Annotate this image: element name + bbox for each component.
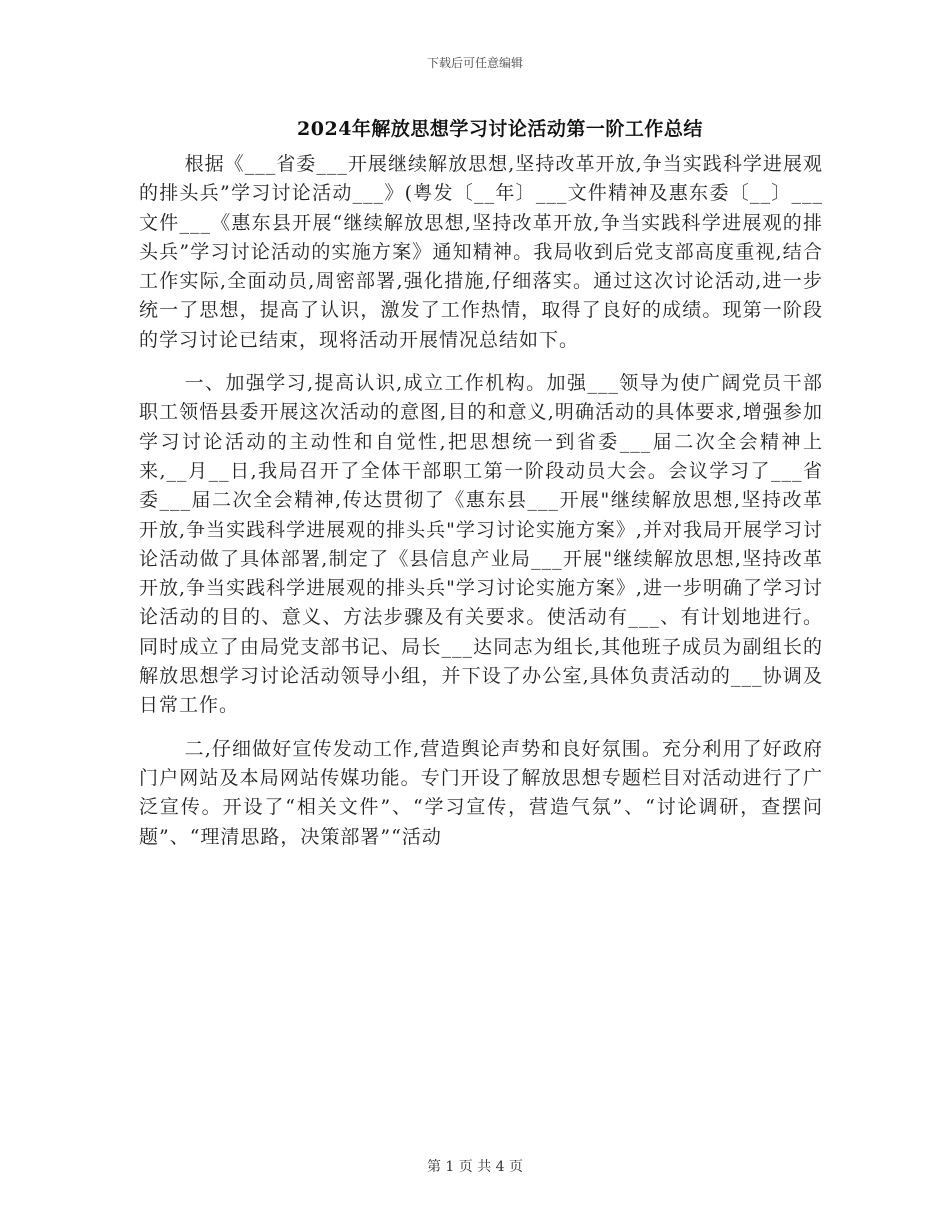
page-footer: 第 1 页 共 4 页 [426, 1159, 524, 1175]
page-header-note: 下载后可任意编辑 [426, 56, 523, 70]
paragraph-intro: 根据《___省委___开展继续解放思想,坚持改革开放,争当实践科学进展观的排头兵”学习讨论活动___》(粤发〔__年〕___文件精神及惠东委〔__〕___文件___《惠东县开展“继续解放思想,坚持改革开放,争当实践科学进展观的排头兵”学习讨论活动的实施方案》通知精神。我局收到后党支部高度重视,结合工作实际,全面动员,周密部署,强化措施,仔细落实。通过这次讨论活动,进一步统一了思想，提高了认识，激发了工作热情，取得了良好的成绩。现第一阶段的学习讨论已结束，现将活动开展情况总结如下。 [139, 153, 823, 351]
document-title: 2024年解放思想学习讨论活动第一阶工作总结 [297, 118, 703, 140]
paragraph-section-1: 一、加强学习,提高认识,成立工作机构。加强___领导为使广阔党员干部职工领悟县委开展这次活动的意图,目的和意义,明确活动的具体要求,增强参加学习讨论活动的主动性和自觉性,把思想统一到省委___届二次全会精神上来,__月__日,我局召开了全体干部职工第一阶段动员大会。会议学习了___省委___届二次全会精神,传达贯彻了《惠东县___开展"继续解放思想,坚持改革开放,争当实践科学进展观的排头兵"学习讨论实施方案》,并对我局开展学习讨论活动做了具体部署,制定了《县信息产业局___开展"继续解放思想,坚持改革开放,争当实践科学进展观的排头兵"学习讨论实施方案》,进一步明确了学习讨论活动的目的、意义、方法步骤及有关要求。使活动有___、有计划地进行。同时成立了由局党支部书记、局长___达同志为组长,其他班子成员为副组长的解放思想学习讨论活动领导小组，并下设了办公室,具体负责活动的___协调及日常工作。 [139, 372, 823, 717]
document-body [139, 150, 823, 852]
paragraph-section-2: 二,仔细做好宣传发动工作,营造舆论声势和良好氛围。充分利用了好政府门户网站及本局网站传媒功能。专门开设了解放思想专题栏目对活动进行了广泛宣传。开设了“相关文件”、“学习宣传，营造气氛”、“讨论调研，查摆问题”、“理清思路，决策部署”“活动 [139, 737, 823, 848]
